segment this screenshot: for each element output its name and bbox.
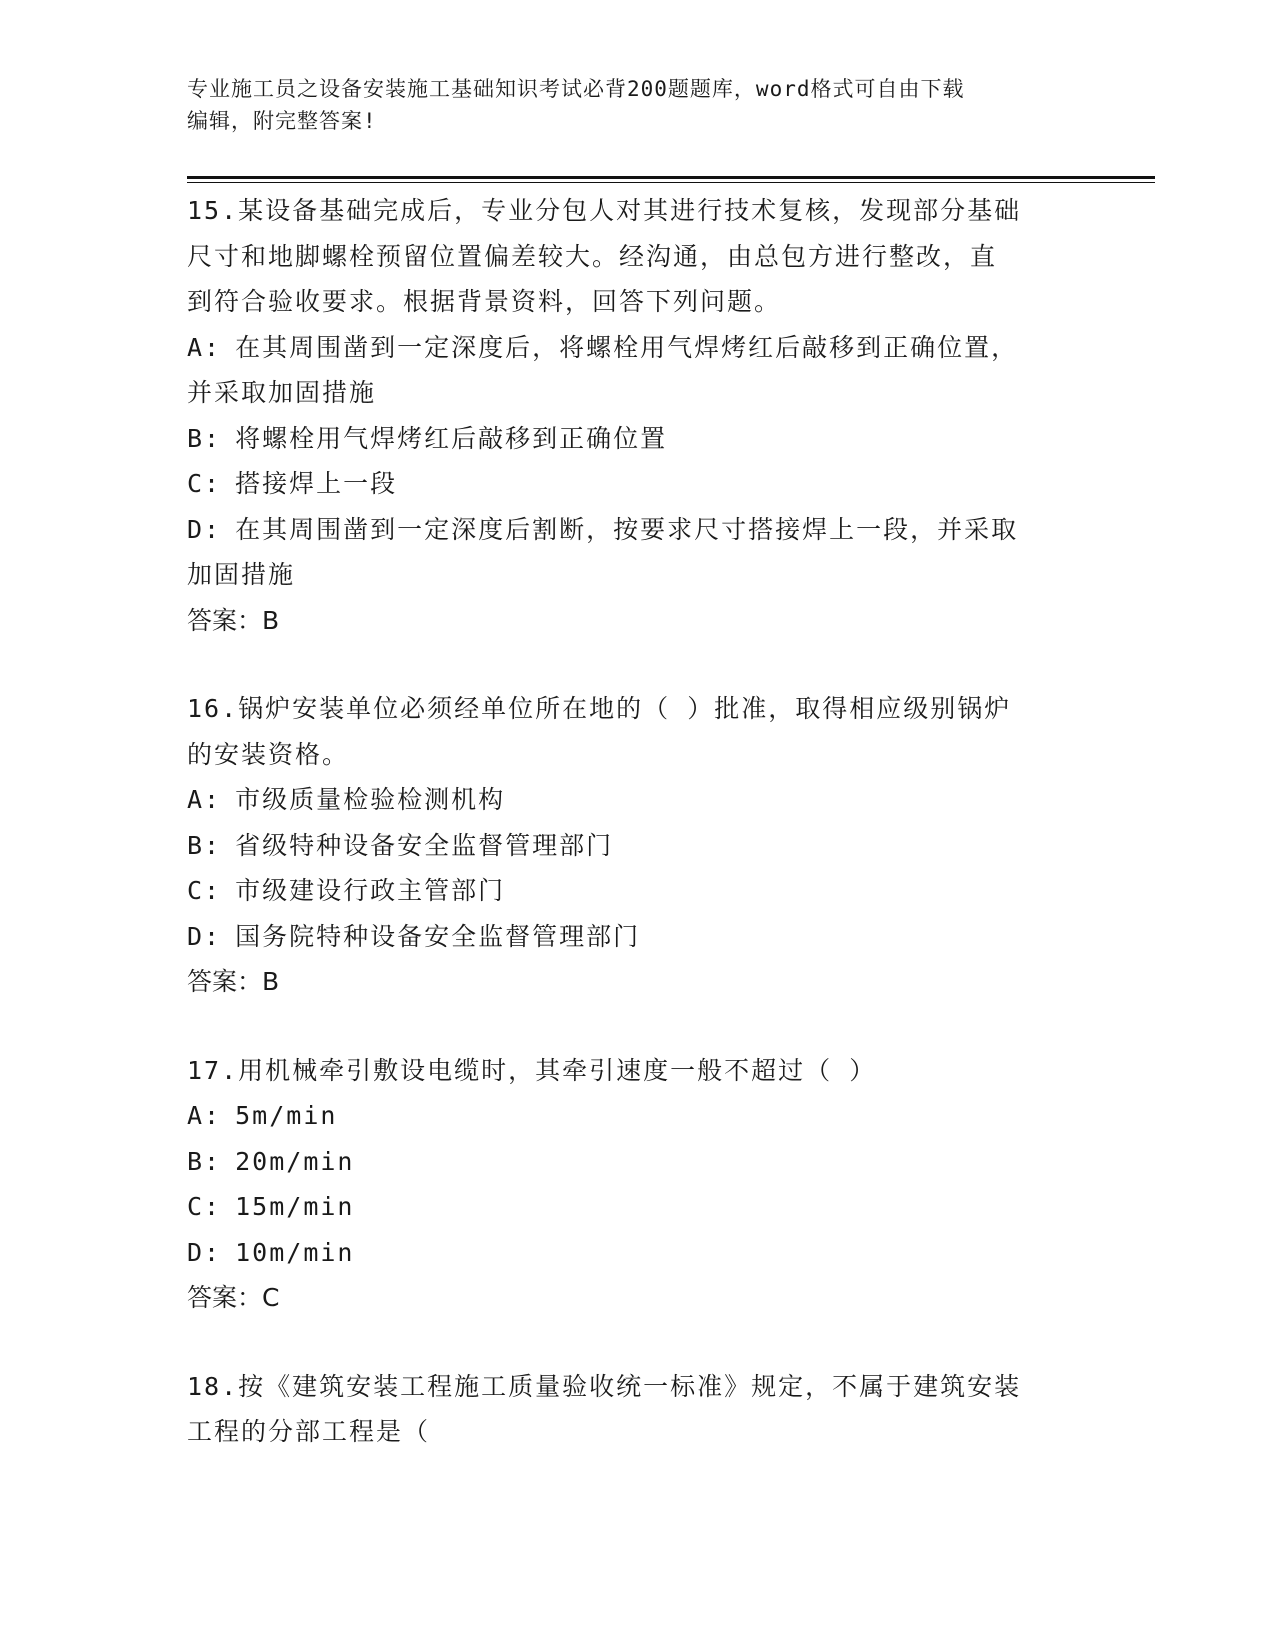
question-text-line: 到符合验收要求。根据背景资料，回答下列问题。: [187, 287, 782, 316]
answer-label: 答案：B: [187, 605, 280, 635]
option-letter: B:: [187, 423, 222, 453]
option-letter: B:: [187, 830, 222, 860]
option-line: [187, 461, 1087, 507]
question-item: [187, 686, 1087, 1005]
option-line: [187, 1184, 1087, 1230]
header-title-line-2: 编辑，附完整答案!: [187, 109, 377, 133]
option-letter: B:: [187, 1146, 222, 1176]
option-text: 20m/min: [235, 1146, 355, 1176]
option-letter: C:: [187, 876, 222, 905]
header-divider-thick: [187, 176, 1155, 179]
option-text: 国务院特种设备安全监督管理部门: [235, 921, 641, 951]
option-line: [187, 1230, 1087, 1276]
question-item: [187, 1048, 1087, 1321]
option-text: 加固措施: [187, 560, 296, 589]
option-letter: A:: [187, 1101, 222, 1130]
question-text-line: 的安装资格。: [187, 739, 350, 769]
option-line: [187, 325, 1087, 371]
answer-label: 答案：C: [187, 1283, 280, 1312]
header-divider-thin: [187, 182, 1155, 183]
option-text: 搭接焊上一段: [235, 469, 398, 498]
question-text-line: 17.用机械牵引敷设电缆时，其牵引速度一般不超过（ ）: [187, 1055, 877, 1085]
option-letter: D:: [187, 1237, 222, 1267]
question-text-line: 尺寸和地脚螺栓预留位置偏差较大。经沟通，由总包方进行整改，直: [187, 241, 998, 271]
option-line: [187, 507, 1087, 553]
option-text: 市级质量检验检测机构: [235, 785, 506, 814]
option-text: 并采取加固措施: [187, 378, 377, 407]
option-line: [187, 1139, 1087, 1185]
document-header: [187, 73, 1087, 137]
option-text: 在其周围凿到一定深度后，将螺栓用气焊烤红后敲移到正确位置，: [235, 332, 1019, 362]
question-list: [187, 188, 1087, 1498]
header-title-line-1: 专业施工员之设备安装施工基础知识考试必背200题题库，word格式可自由下载: [187, 77, 965, 101]
option-line: [187, 552, 1087, 598]
option-text: 10m/min: [235, 1237, 355, 1267]
question-text-line: 18.按《建筑安装工程施工质量验收统一标准》规定，不属于建筑安装: [187, 1371, 1022, 1401]
option-line: [187, 1093, 1087, 1139]
option-text: 将螺栓用气焊烤红后敲移到正确位置: [235, 423, 668, 453]
answer-label: 答案：B: [187, 967, 280, 996]
option-text: 15m/min: [235, 1192, 355, 1221]
option-letter: D:: [187, 921, 222, 951]
option-letter: C:: [187, 469, 222, 498]
option-text: 5m/min: [235, 1101, 338, 1130]
question-text-line: 16.锅炉安装单位必须经单位所在地的（ ）批准，取得相应级别锅炉: [187, 694, 1012, 723]
option-text: 市级建设行政主管部门: [235, 876, 506, 905]
question-text-line: 工程的分部工程是（: [187, 1417, 431, 1446]
option-line: [187, 416, 1087, 462]
option-line: [187, 777, 1087, 823]
option-line: [187, 823, 1087, 869]
option-text: 省级特种设备安全监督管理部门: [235, 830, 614, 860]
option-line: [187, 914, 1087, 960]
option-letter: A:: [187, 332, 222, 362]
option-text: 在其周围凿到一定深度后割断，按要求尺寸搭接焊上一段，并采取: [235, 514, 1019, 544]
question-item: [187, 188, 1087, 643]
option-letter: C:: [187, 1192, 222, 1221]
option-letter: D:: [187, 514, 222, 544]
question-text-line: 15.某设备基础完成后，专业分包人对其进行技术复核，发现部分基础: [187, 196, 1022, 225]
option-line: [187, 370, 1087, 416]
option-letter: A:: [187, 785, 222, 814]
option-line: [187, 868, 1087, 914]
question-item: [187, 1364, 1087, 1455]
